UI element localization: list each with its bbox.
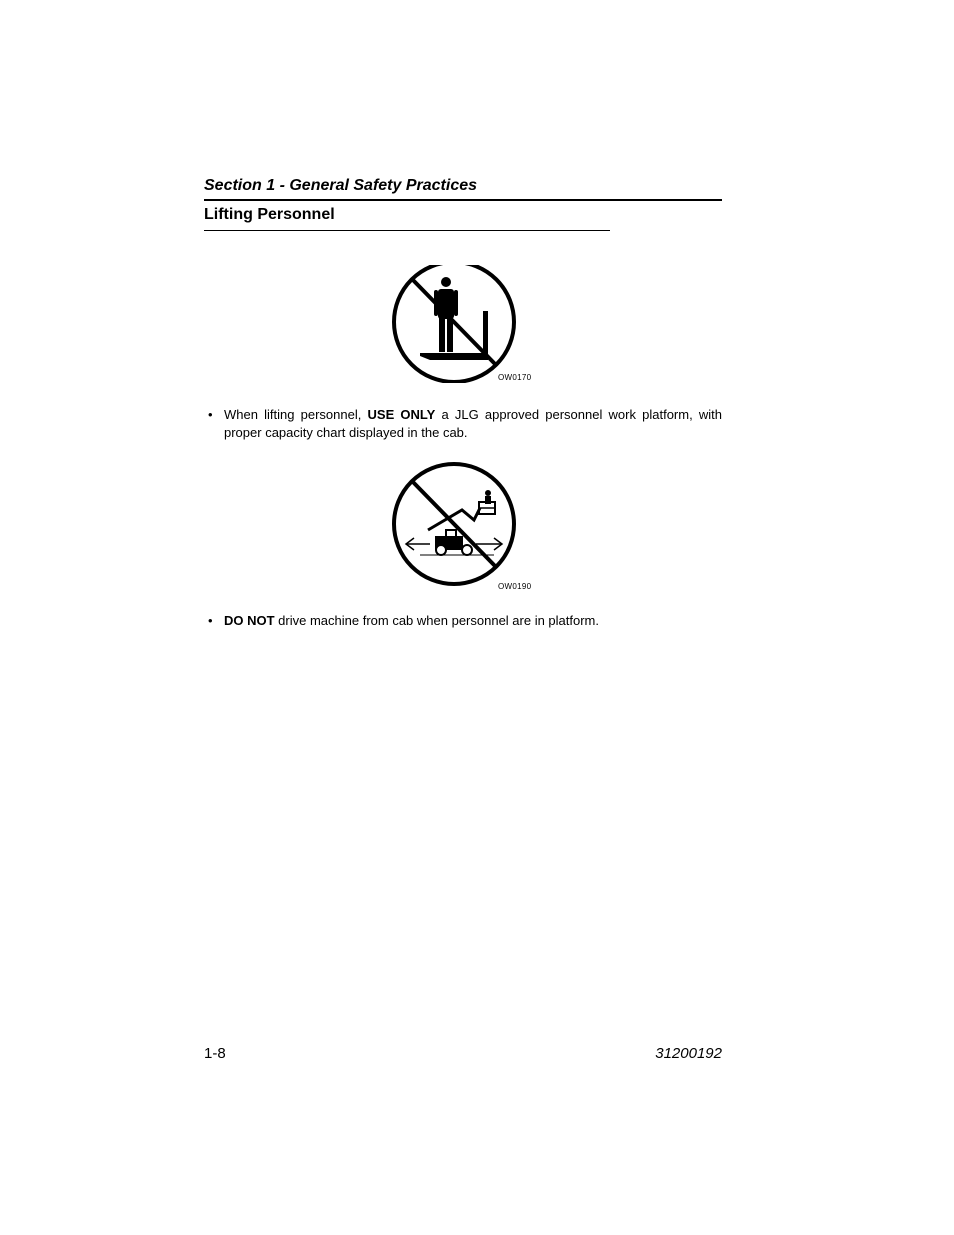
section-title: Section 1 - General Safety Practices [204, 177, 722, 201]
figure-ow0190 [390, 462, 532, 592]
document-number: 31200192 [655, 1045, 722, 1062]
list-item [204, 406, 722, 442]
bullet-marker: • [208, 613, 213, 628]
no-driving-with-personnel-icon [390, 462, 520, 592]
subsection-title: Lifting Personnel [204, 206, 610, 231]
bullet-text: When lifting personnel, USE ONLY a JLG approved personnel work platform, with proper capacity chart displayed in the cab. [224, 407, 722, 440]
bullet-marker: • [208, 407, 213, 422]
figure-ow0170 [390, 265, 532, 383]
bullet-text: DO NOT drive machine from cab when personnel are in platform. [224, 613, 599, 628]
no-standing-on-forks-icon [390, 265, 520, 383]
figure-code: OW0190 [498, 582, 532, 591]
page-number: 1-8 [204, 1045, 226, 1062]
figure-code: OW0170 [498, 373, 532, 382]
list-item [204, 612, 722, 630]
